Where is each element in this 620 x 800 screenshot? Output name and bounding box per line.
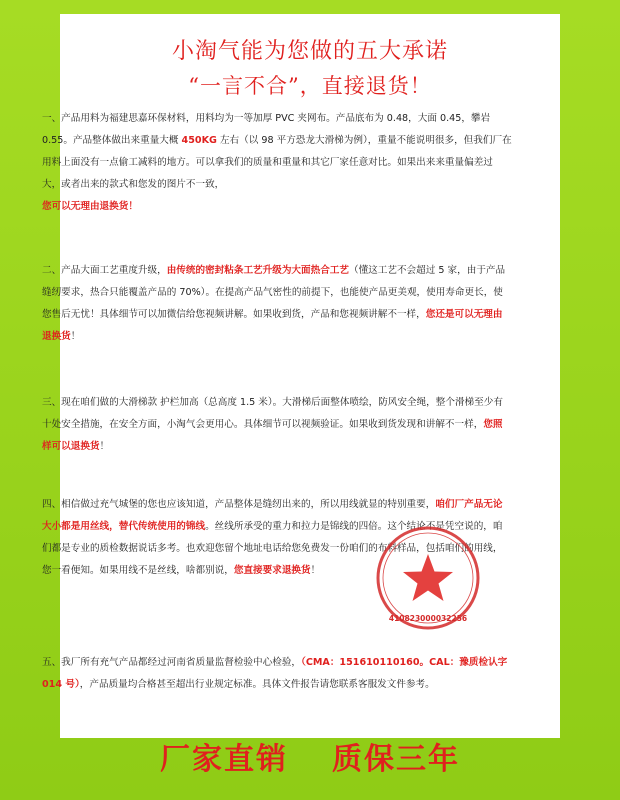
promise-3-text: 三、现在咱们做的大滑梯款 护栏加高（总高度 1.5 米）。大滑梯后面整体喷绘，防风安全绳，整个滑梯至少有十处安全措施，在安全方面，小淘气会更用心。具体细节可以视频验证。如果收到货发现和讲解不一样， bbox=[42, 397, 503, 430]
promise-4-highlight: 咱们厂产品无论大小都是用丝线，替代传统使用的锦线 bbox=[42, 499, 503, 532]
promise-1-weight: 450KG bbox=[181, 135, 217, 146]
footer-slogan bbox=[0, 734, 620, 778]
promise-4-text: 四、相信做过充气城堡的您也应该知道，产品整体是缝纫出来的，所以用线就显的特别重要， bbox=[42, 499, 436, 510]
page-title: 小淘气能为您做的五大承诺 bbox=[171, 39, 448, 64]
promise-5-text-2: ，产品质量均合格甚至超出行业规定标准。具体文件报告请您联系客服发文件参考。 bbox=[79, 679, 435, 690]
promise-1 bbox=[42, 108, 512, 218]
promise-2 bbox=[42, 260, 512, 348]
promise-2-end: ！ bbox=[70, 331, 81, 342]
promise-3-guarantee: 您照样可以退换货 bbox=[42, 419, 503, 452]
promise-2-text: 二、产品大面工艺重度升级， bbox=[42, 265, 167, 276]
promise-3-end: ！ bbox=[99, 441, 110, 452]
promise-1-text-2: 左右（以 98 平方恐龙大滑梯为例），重量不能说明很多，但我们厂在用料上面没有一点偷工减料的地方。可以拿我们的质量和重量和其它厂家任意对比。如果出来来重量偏差过大，或者出来的款式和您发的图片不一致， bbox=[42, 135, 512, 190]
seal-number: 410823000032256 bbox=[388, 614, 468, 623]
promise-5-certification: （CMA：151610110160。CAL：豫质检认字 014 号） bbox=[42, 657, 508, 690]
promise-4-text-2: 。丝线所承受的重力和拉力是锦线的四倍。这个结论不是凭空说的，咱们都是专业的质检数据说话多考。也欢迎您留个地址电话给您免费发一份咱们的布料样品，包括咱们的用线，您一看便知。如果用线不是丝线，啥都别说， bbox=[42, 521, 503, 576]
promise-4-guarantee: 您直接要求退换货 bbox=[233, 565, 311, 576]
slogan-warranty: 质保三年 bbox=[332, 742, 460, 777]
page-subtitle: “一言不合”，直接退货！ bbox=[188, 74, 432, 98]
promise-3 bbox=[42, 392, 512, 458]
promise-2-highlight: 由传统的密封粘条工艺升级为大面热合工艺 bbox=[166, 265, 349, 276]
promise-5 bbox=[42, 652, 512, 696]
promise-1-text: 一、产品用料为福建思嘉环保材料，用料均为一等加厚 PVC 夹网布。产品底布为 0.48，大面 0.45，攀岩 0.55。产品整体做出来重量大概 bbox=[42, 113, 491, 146]
promise-5-text: 五、我厂所有充气产品都经过河南省质量监督检验中心检验， bbox=[42, 657, 302, 668]
promise-4-end: ！ bbox=[310, 565, 321, 576]
promise-1-guarantee: 您可以无理由退换货！ bbox=[42, 201, 138, 212]
promise-2-guarantee: 您还是可以无理由退换货 bbox=[42, 309, 503, 342]
promise-2-text-2: （懂这工艺不会超过 5 家，由于产品缝纫要求，热合只能覆盖产品的 70%）。在提高产品气密性的前提下，也能使产品更美观，使用寿命更长，使您售后无忧！具体细节可以加微信给您视频讲解。如果收到货，产品和您视频讲解不一样， bbox=[42, 265, 506, 320]
slogan-direct-sale: 厂家直销 bbox=[160, 742, 288, 777]
